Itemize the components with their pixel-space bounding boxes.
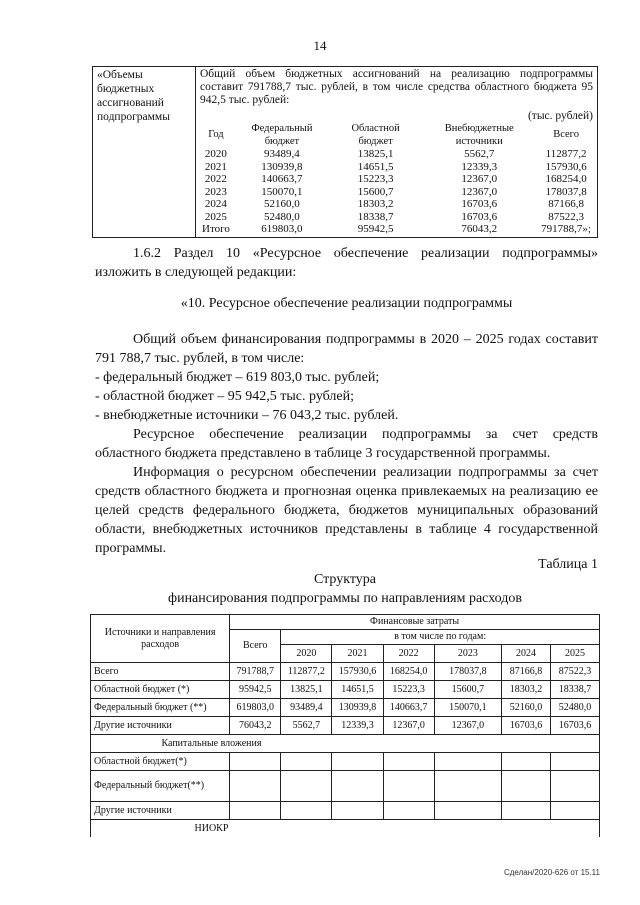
cell: 13825,1	[281, 681, 332, 699]
cell: 2023	[204, 185, 227, 198]
row-name: Областной бюджет(*)	[91, 753, 230, 771]
cell: 2021	[204, 160, 227, 173]
row-name: Областной бюджет (*)	[91, 681, 230, 699]
cell: 14651,5	[357, 160, 394, 173]
cell: 14651,5	[332, 681, 383, 699]
cell: 16703,6	[461, 210, 498, 223]
cell	[230, 802, 281, 820]
cell	[230, 771, 281, 802]
cell: 130939,8	[332, 699, 383, 717]
cell: 12367,0	[461, 185, 498, 198]
col-header: Внебюджетные источники	[444, 123, 514, 147]
cell: 140663,7	[383, 699, 434, 717]
cell: 5562,7	[464, 148, 495, 160]
cell	[281, 802, 332, 820]
cell: 13825,1	[357, 148, 394, 160]
hdr-total: Всего	[230, 630, 281, 663]
cell: 2020	[204, 148, 227, 160]
row-name: Федеральный бюджет (**)	[91, 699, 230, 717]
cell: 52160,0	[264, 198, 300, 210]
year-header: 2025	[551, 645, 600, 663]
cell	[551, 771, 600, 802]
cell: 12339,3	[461, 160, 498, 173]
funding-list	[95, 368, 398, 425]
cell	[332, 753, 383, 771]
body-paragraph-2: Ресурсное обеспечение реализации подпрограммы за счет средств областного бюджета представлено в таблице 3 государственной программы.	[95, 427, 598, 461]
cell: 2025	[204, 210, 227, 223]
year-header: 2020	[281, 645, 332, 663]
cell: 112877,2	[281, 663, 332, 681]
cell	[230, 753, 281, 771]
cell	[502, 802, 551, 820]
cell: 150070,1	[261, 185, 303, 198]
cell	[383, 771, 434, 802]
cell: 168254,0	[545, 173, 587, 185]
cell: 168254,0	[383, 663, 434, 681]
year-header: 2024	[502, 645, 551, 663]
cell	[551, 753, 600, 771]
cell: 619803,0	[230, 699, 281, 717]
cell: 791788,7	[230, 663, 281, 681]
cell: 18338,7	[357, 210, 394, 223]
cell: 12339,3	[332, 717, 383, 735]
table-row	[200, 161, 593, 174]
body-paragraph-1: Общий объем финансирования подпрограммы в 2020 – 2025 годах составит 791 788,7 тыс. рублей, в том числе:	[95, 332, 598, 366]
section-capital: Капитальные вложения	[91, 735, 332, 753]
cell: 93489,4	[264, 148, 300, 160]
cell	[332, 771, 383, 802]
list-item: - внебюджетные источники – 76 043,2 тыс. рублей.	[95, 408, 399, 423]
table-row	[91, 717, 600, 735]
structure-table	[90, 614, 600, 837]
passport-table	[92, 66, 598, 238]
cell	[383, 753, 434, 771]
cell	[332, 802, 383, 820]
col-header: Всего	[553, 129, 579, 141]
passport-years-table	[200, 123, 593, 236]
table-row	[91, 681, 600, 699]
col-header: Областной бюджет	[351, 123, 400, 147]
year-header: 2021	[332, 645, 383, 663]
cell: 87166,8	[548, 198, 584, 210]
cell: 140663,7	[261, 173, 303, 185]
table-row	[91, 699, 600, 717]
cell: 87522,3	[548, 210, 584, 223]
cell: 178037,8	[545, 185, 587, 198]
section-niokr-fill	[332, 820, 600, 838]
row-name: Федеральный бюджет(**)	[91, 771, 230, 802]
cell	[434, 753, 501, 771]
cell: 93489,4	[281, 699, 332, 717]
cell: 2022	[204, 173, 227, 185]
cell: 15223,3	[383, 681, 434, 699]
cell: 18338,7	[551, 681, 600, 699]
cell: 16703,6	[502, 717, 551, 735]
cell: Итого	[202, 223, 230, 235]
table-row	[91, 663, 600, 681]
passport-content	[196, 67, 598, 238]
cell	[502, 753, 551, 771]
cell: 18303,2	[502, 681, 551, 699]
cell: 178037,8	[434, 663, 501, 681]
cell	[281, 771, 332, 802]
section-capital-fill	[332, 735, 600, 753]
cell: 15600,7	[357, 185, 394, 198]
passport-label: «Объемы бюджетных ассигнований подпрограммы	[93, 67, 196, 238]
cell	[434, 771, 501, 802]
cell: 16703,6	[461, 198, 498, 210]
year-header: 2023	[434, 645, 501, 663]
table-label: Таблица 1	[538, 557, 598, 572]
cell: 130939,8	[261, 160, 303, 173]
table-row	[200, 148, 593, 161]
cell: 16703,6	[551, 717, 600, 735]
passport-unit: (тыс. рублей)	[527, 110, 593, 122]
cell: 5562,7	[281, 717, 332, 735]
cell: 12367,0	[434, 717, 501, 735]
col-header: Федеральный бюджет	[251, 123, 313, 147]
cell: 52160,0	[502, 699, 551, 717]
section-title: «10. Ресурсное обеспечение реализации подпрограммы	[180, 296, 513, 311]
cell: 112877,2	[545, 148, 587, 160]
cell: 95942,5	[230, 681, 281, 699]
cell: 76043,2	[230, 717, 281, 735]
cell: 12367,0	[383, 717, 434, 735]
cell: 15223,3	[357, 173, 394, 185]
table-row	[200, 198, 593, 211]
table-row	[91, 802, 600, 820]
cell: 12367,0	[461, 173, 498, 185]
section-niokr: НИОКР	[91, 820, 332, 838]
cell: 52480,0	[264, 210, 300, 223]
table-row	[91, 753, 600, 771]
cell: 791788,7»;	[541, 223, 591, 235]
cell: 150070,1	[434, 699, 501, 717]
hdr-sources: Источники и направления расходов	[91, 615, 230, 663]
list-item: - федеральный бюджет – 619 803,0 тыс. рублей;	[95, 370, 380, 385]
row-name: Другие источники	[91, 717, 230, 735]
cell: 76043,2	[461, 223, 498, 235]
cell	[281, 753, 332, 771]
col-header: Год	[208, 129, 224, 141]
page-number: 14	[313, 38, 327, 53]
cell: 95942,5	[357, 223, 394, 235]
cell: 157930,6	[332, 663, 383, 681]
table-row	[200, 211, 593, 224]
cell: 15600,7	[434, 681, 501, 699]
cell: 619803,0	[261, 223, 303, 235]
table-row	[200, 186, 593, 199]
cell: 18303,2	[357, 198, 394, 210]
hdr-costs: Финансовые затраты	[230, 615, 600, 630]
body-paragraph-3: Информация о ресурсном обеспечении реализации подпрограммы за счет средств областного бюджета и прогнозная оценка привлекаемых на реализацию ее целей средств федерального бюджета, бюджетов муниципальных образований области, внебюджетных источников представлены в таблице 4 государственной программы.	[95, 465, 598, 556]
passport-text: Общий объем бюджетных ассигнований на реализацию подпрограммы составит 791788,7 тыс. рублей, в том числе средства областного бюджета 95 942,5 тыс. рублей:	[200, 68, 593, 106]
footer-code: Сделан/2020-626 от 15.11	[503, 868, 600, 877]
year-header: 2022	[383, 645, 434, 663]
row-name: Всего	[91, 663, 230, 681]
table-row-total	[200, 223, 593, 236]
cell: 157930,6	[545, 160, 587, 173]
cell	[434, 802, 501, 820]
cell: 52480,0	[551, 699, 600, 717]
cell: 87522,3	[551, 663, 600, 681]
cell: 2024	[204, 198, 227, 210]
cell	[551, 802, 600, 820]
cell	[383, 802, 434, 820]
cell	[502, 771, 551, 802]
hdr-years: в том числе по годам:	[281, 630, 600, 645]
table-title-1: Структура	[313, 572, 377, 587]
cell: 87166,8	[502, 663, 551, 681]
table-row	[200, 173, 593, 186]
table-row	[91, 771, 600, 802]
section-intro: 1.6.2 Раздел 10 «Ресурсное обеспечение реализации подпрограммы» изложить в следующей редакции:	[95, 246, 598, 280]
table-title-2: финансирования подпрограммы по направлениям расходов	[168, 591, 522, 606]
list-item: - областной бюджет – 95 942,5 тыс. рублей;	[95, 389, 354, 404]
row-name: Другие источники	[91, 802, 230, 820]
